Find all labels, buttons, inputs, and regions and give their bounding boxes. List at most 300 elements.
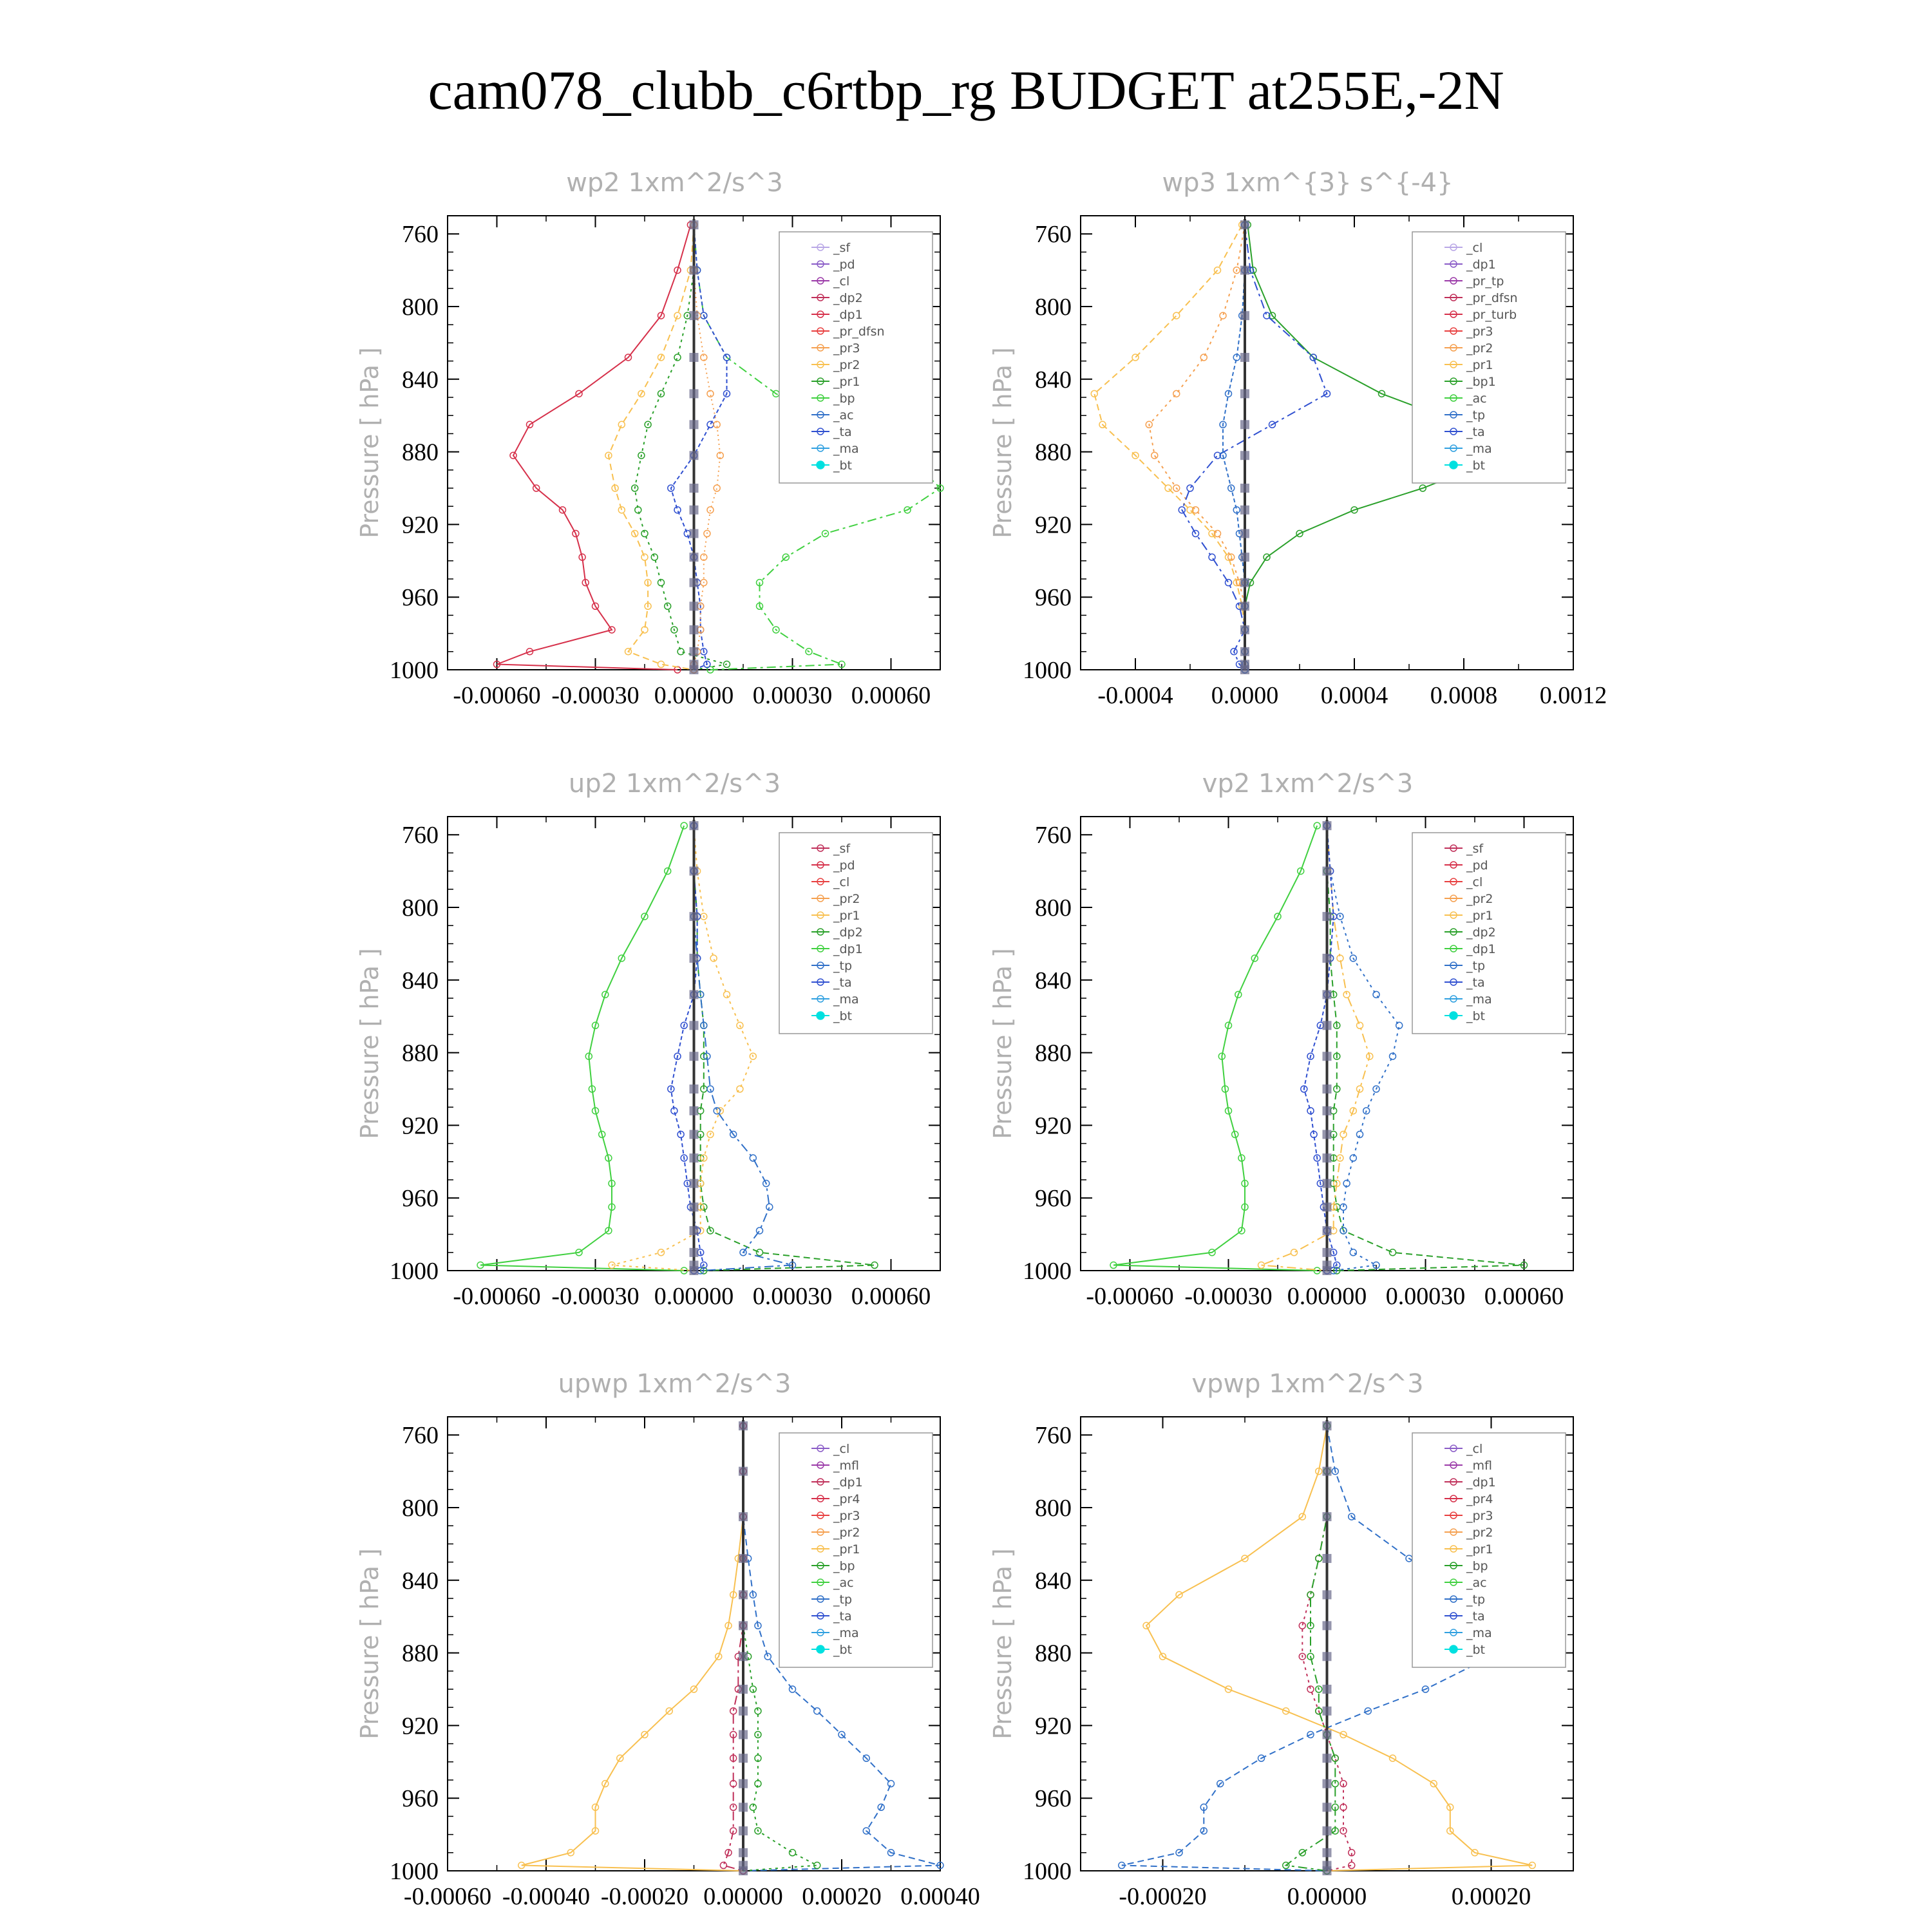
zero-marker <box>1323 1467 1332 1476</box>
data-point <box>750 1155 756 1161</box>
zero-marker <box>739 1730 748 1739</box>
data-point <box>1173 390 1180 397</box>
zero-marker <box>690 1106 699 1115</box>
data-point <box>888 1781 895 1787</box>
legend-entry: _bp <box>833 392 855 406</box>
data-point <box>1165 485 1171 491</box>
x-tick-label: -0.00060 <box>453 1283 541 1310</box>
legend-entry: _bt <box>1466 1643 1486 1657</box>
legend-entry: _pr2 <box>833 1526 860 1540</box>
data-point <box>757 1227 763 1234</box>
legend-entry: _tp <box>1466 1593 1486 1607</box>
legend-entry: _dp1 <box>1466 942 1496 956</box>
y-tick-label: 1000 <box>1023 657 1072 684</box>
y-axis-label: Pressure [ hPa ] <box>355 1548 384 1739</box>
data-point <box>707 507 714 513</box>
legend-entry: _cl <box>833 875 850 889</box>
data-point <box>641 554 648 560</box>
data-point <box>1132 354 1139 361</box>
y-tick-label: 1000 <box>390 1858 439 1885</box>
x-tick-label: 0.00060 <box>851 682 931 709</box>
x-tick-label: 0.00030 <box>1385 1283 1466 1310</box>
data-point <box>618 421 625 428</box>
y-tick-label: 840 <box>402 1567 439 1595</box>
zero-marker <box>1323 821 1332 830</box>
data-point <box>674 354 681 361</box>
y-tick-label: 960 <box>402 1185 439 1213</box>
zero-marker <box>1240 647 1249 656</box>
legend-entry: _pr2 <box>1466 892 1493 906</box>
legend-entry: _cl <box>833 274 850 289</box>
legend-marker <box>1450 461 1457 469</box>
zero-marker <box>1240 220 1249 229</box>
y-tick-label: 760 <box>1035 1422 1072 1450</box>
legend-entry: _sf <box>833 842 851 856</box>
legend-entry: _pd <box>833 858 855 873</box>
zero-marker <box>1323 1554 1332 1563</box>
legend-entry: _pr3 <box>833 1509 860 1523</box>
y-tick-label: 880 <box>402 1039 439 1067</box>
y-axis-label: Pressure [ hPa ] <box>355 948 384 1139</box>
data-point <box>814 1708 820 1714</box>
legend-marker <box>817 1012 824 1019</box>
series-line-dp1 <box>480 826 684 1271</box>
zero-marker <box>690 1248 699 1257</box>
zero-marker <box>1240 266 1249 275</box>
x-tick-label: -0.00030 <box>551 1283 639 1310</box>
legend-entry: _dp2 <box>833 925 863 940</box>
x-tick-label: 0.00000 <box>654 682 734 709</box>
series-line-pr2 <box>609 225 694 670</box>
legend-entry: _pr_dfsn <box>1466 291 1518 305</box>
legend-entry: _pr1 <box>833 909 860 923</box>
y-tick-label: 760 <box>402 221 439 249</box>
y-tick-label: 800 <box>402 294 439 321</box>
y-tick-label: 840 <box>1035 1567 1072 1595</box>
zero-marker <box>690 1226 699 1235</box>
x-tick-label: 0.0008 <box>1430 682 1498 709</box>
y-tick-label: 760 <box>402 822 439 849</box>
legend-entry: _tp <box>833 1593 853 1607</box>
legend-entry: _dp1 <box>1466 1475 1496 1490</box>
zero-marker <box>1323 1153 1332 1162</box>
chart-panel-3 <box>989 769 1573 1310</box>
data-point <box>1187 485 1193 491</box>
zero-marker <box>690 389 699 398</box>
legend-entry: _bt <box>1466 459 1486 473</box>
zero-marker <box>690 1153 699 1162</box>
x-tick-label: -0.00030 <box>551 682 639 709</box>
data-point <box>737 1086 743 1092</box>
y-axis-label: Pressure [ hPa ] <box>989 1548 1017 1739</box>
legend-entry: _pr1 <box>1466 909 1493 923</box>
data-point <box>1373 991 1379 998</box>
zero-marker <box>1323 1707 1332 1716</box>
chart-panel-5 <box>989 1369 1573 1910</box>
x-tick-label: 0.00000 <box>1287 1883 1367 1910</box>
y-tick-label: 880 <box>402 1640 439 1667</box>
panel-title: vp2 1xm^2/s^3 <box>1202 769 1414 799</box>
x-tick-label: 0.00000 <box>1287 1283 1367 1310</box>
zero-marker <box>690 665 699 674</box>
legend-entry: _pr2 <box>1466 341 1493 355</box>
legend-entry: _ta <box>1466 425 1485 439</box>
y-tick-label: 800 <box>402 1495 439 1522</box>
y-tick-label: 760 <box>1035 221 1072 249</box>
legend-entry: _ma <box>833 442 859 456</box>
zero-marker <box>1323 1226 1332 1235</box>
data-point <box>757 1249 763 1256</box>
x-tick-label: 0.0004 <box>1320 682 1388 709</box>
zero-marker <box>1323 1084 1332 1094</box>
data-point <box>1151 452 1158 459</box>
zero-marker <box>690 266 699 275</box>
y-tick-label: 920 <box>402 1712 439 1740</box>
legend-entry: _ac <box>833 408 854 422</box>
legend-entry: _cl <box>1466 1442 1483 1456</box>
zero-marker <box>739 1826 748 1835</box>
legend-entry: _sf <box>1466 842 1484 856</box>
zero-marker <box>739 1652 748 1661</box>
legend-entry: _ta <box>833 1609 852 1624</box>
legend-entry: _bt <box>1466 1009 1486 1023</box>
x-tick-label: 0.00000 <box>703 1883 783 1910</box>
zero-marker <box>1323 1052 1332 1061</box>
zero-marker <box>1240 665 1249 674</box>
y-tick-label: 840 <box>1035 366 1072 393</box>
zero-marker <box>1323 1590 1332 1599</box>
legend-entry: _ma <box>833 1626 859 1640</box>
data-point <box>651 554 658 560</box>
legend-entry: _ta <box>833 425 852 439</box>
legend-entry: _pr1 <box>833 1542 860 1557</box>
y-axis-label: Pressure [ hPa ] <box>989 347 1017 538</box>
data-point <box>1390 1249 1396 1256</box>
x-tick-label: 0.00060 <box>851 1283 931 1310</box>
zero-marker <box>690 553 699 562</box>
y-tick-label: 960 <box>1035 1185 1072 1213</box>
zero-marker <box>739 1779 748 1788</box>
zero-marker <box>1240 484 1249 493</box>
data-point <box>1209 554 1215 560</box>
y-tick-label: 1000 <box>390 657 439 684</box>
legend-entry: _bt <box>833 1643 853 1657</box>
y-tick-label: 840 <box>1035 967 1072 994</box>
legend-entry: _ma <box>1466 442 1492 456</box>
legend-entry: _bt <box>833 1009 853 1023</box>
legend-marker <box>817 1645 824 1653</box>
zero-marker <box>690 506 699 515</box>
zero-marker <box>1323 1621 1332 1630</box>
y-tick-label: 800 <box>1035 1495 1072 1522</box>
legend-entry: _pr2 <box>833 358 860 372</box>
legend-entry: _tp <box>1466 408 1486 422</box>
x-tick-label: 0.00000 <box>654 1283 734 1310</box>
y-tick-label: 800 <box>1035 294 1072 321</box>
legend-entry: _cl <box>1466 241 1483 255</box>
data-point <box>714 485 720 491</box>
x-tick-label: -0.00060 <box>1086 1283 1174 1310</box>
data-point <box>790 1850 796 1856</box>
y-tick-label: 840 <box>402 967 439 994</box>
x-tick-label: 0.0000 <box>1211 682 1279 709</box>
x-tick-label: 0.0012 <box>1539 682 1607 709</box>
x-tick-label: 0.00020 <box>1451 1883 1531 1910</box>
panel-title: vpwp 1xm^2/s^3 <box>1191 1369 1424 1399</box>
zero-marker <box>1323 954 1332 963</box>
panel-title: upwp 1xm^2/s^3 <box>558 1369 791 1399</box>
y-tick-label: 800 <box>402 895 439 922</box>
legend-marker <box>1450 1012 1457 1019</box>
data-point <box>707 421 714 428</box>
zero-marker <box>690 578 699 587</box>
zero-marker <box>1323 1421 1332 1430</box>
y-tick-label: 880 <box>1035 1640 1072 1667</box>
legend-entry: _ma <box>1466 1626 1492 1640</box>
y-tick-label: 920 <box>1035 1712 1072 1740</box>
legend-entry: _pd <box>1466 858 1488 873</box>
zero-marker <box>690 601 699 611</box>
data-point <box>724 991 730 998</box>
x-tick-label: -0.00020 <box>1119 1883 1207 1910</box>
y-tick-label: 760 <box>402 1422 439 1450</box>
legend-entry: _ac <box>1466 1576 1487 1590</box>
legend-entry: _dp1 <box>1466 258 1496 272</box>
y-axis-label: Pressure [ hPa ] <box>989 948 1017 1139</box>
panel-title: up2 1xm^2/s^3 <box>568 769 781 799</box>
series-line-pr1 <box>1094 225 1245 670</box>
zero-marker <box>690 311 699 320</box>
data-point <box>1332 1755 1338 1761</box>
legend-entry: _pr_tp <box>1466 274 1504 289</box>
zero-marker <box>739 1803 748 1812</box>
zero-marker <box>1240 506 1249 515</box>
zero-marker <box>690 821 699 830</box>
series-line-pr1 <box>612 826 753 1271</box>
legend-entry: _bt <box>833 459 853 473</box>
zero-marker <box>1323 1803 1332 1812</box>
legend-entry: _cl <box>833 1442 850 1456</box>
zero-marker <box>690 625 699 634</box>
x-tick-label: 0.00060 <box>1484 1283 1564 1310</box>
legend-entry: _pr3 <box>1466 1509 1493 1523</box>
page-title: cam078_clubb_c6rtbp_rg BUDGET at255E,-2N <box>428 59 1504 121</box>
y-tick-label: 1000 <box>1023 1858 1072 1885</box>
zero-marker <box>690 451 699 460</box>
legend-entry: _tp <box>1466 959 1486 973</box>
zero-marker <box>1323 1266 1332 1275</box>
data-point <box>766 1204 773 1210</box>
chart-panel-1 <box>989 168 1607 709</box>
zero-marker <box>739 1554 748 1563</box>
chart-panel-4 <box>355 1369 980 1910</box>
x-tick-label: 0.00040 <box>900 1883 980 1910</box>
zero-marker <box>1240 578 1249 587</box>
data-point <box>764 1653 771 1660</box>
data-point <box>1357 1022 1363 1028</box>
zero-marker <box>739 1421 748 1430</box>
y-tick-label: 760 <box>1035 822 1072 849</box>
zero-marker <box>690 529 699 538</box>
zero-marker <box>1323 1652 1332 1661</box>
y-tick-label: 880 <box>1035 439 1072 466</box>
data-point <box>1226 580 1232 586</box>
zero-marker <box>690 647 699 656</box>
zero-marker <box>739 1707 748 1716</box>
zero-marker <box>690 1084 699 1094</box>
data-point <box>1350 1249 1356 1256</box>
legend-entry: _ta <box>1466 1609 1485 1624</box>
zero-marker <box>739 1467 748 1476</box>
zero-marker <box>1323 1179 1332 1188</box>
x-tick-label: -0.00060 <box>453 682 541 709</box>
zero-marker <box>1240 601 1249 611</box>
zero-marker <box>690 912 699 921</box>
x-tick-label: -0.0004 <box>1097 682 1173 709</box>
zero-marker <box>690 420 699 429</box>
data-point <box>1173 312 1180 319</box>
zero-marker <box>1323 1512 1332 1521</box>
zero-marker <box>1323 1021 1332 1030</box>
legend-entry: _pr3 <box>1466 325 1493 339</box>
zero-marker <box>1240 625 1249 634</box>
zero-marker <box>739 1685 748 1694</box>
zero-marker <box>690 867 699 876</box>
legend-entry: _dp1 <box>833 308 863 322</box>
zero-marker <box>1323 1848 1332 1857</box>
legend-entry: _pr1 <box>833 375 860 389</box>
legend-entry: _pr3 <box>833 341 860 355</box>
legend-entry: _bp1 <box>1466 375 1496 389</box>
panel-title: wp3 1xm^{3} s^{-4} <box>1162 168 1454 198</box>
zero-marker <box>690 1266 699 1275</box>
y-tick-label: 920 <box>1035 1112 1072 1140</box>
panel-title: wp2 1xm^2/s^3 <box>566 168 783 198</box>
legend-entry: _ta <box>833 976 852 990</box>
zero-marker <box>690 1130 699 1139</box>
zero-marker <box>1323 1106 1332 1115</box>
zero-marker <box>1323 990 1332 999</box>
zero-marker <box>1240 529 1249 538</box>
zero-marker <box>739 1590 748 1599</box>
y-axis-label: Pressure [ hPa ] <box>355 347 384 538</box>
legend-entry: _pd <box>833 258 855 272</box>
legend-entry: _mfl <box>1466 1459 1492 1473</box>
zero-marker <box>1323 1130 1332 1139</box>
data-point <box>1220 312 1226 319</box>
zero-marker <box>1240 389 1249 398</box>
zero-marker <box>1323 1685 1332 1694</box>
y-tick-label: 920 <box>402 511 439 539</box>
zero-marker <box>739 1621 748 1630</box>
zero-marker <box>690 1021 699 1030</box>
y-tick-label: 960 <box>402 584 439 612</box>
legend-entry: _tp <box>833 959 853 973</box>
zero-marker <box>739 1866 748 1875</box>
data-point <box>710 955 717 961</box>
zero-marker <box>1240 420 1249 429</box>
y-tick-label: 960 <box>1035 584 1072 612</box>
legend-marker <box>817 461 824 469</box>
data-point <box>1357 1086 1363 1092</box>
zero-marker <box>1240 451 1249 460</box>
x-tick-label: 0.00030 <box>752 682 833 709</box>
legend-entry: _dp2 <box>1466 925 1496 940</box>
series-line-pr2 <box>1149 225 1245 670</box>
zero-marker <box>1323 1202 1332 1211</box>
y-tick-label: 880 <box>402 439 439 466</box>
legend-marker <box>1450 1645 1457 1653</box>
legend-entry: _pr4 <box>833 1492 860 1506</box>
legend-entry: _pr2 <box>1466 1526 1493 1540</box>
y-tick-label: 920 <box>402 1112 439 1140</box>
x-tick-label: -0.00030 <box>1184 1283 1273 1310</box>
legend-entry: _pr1 <box>1466 1542 1493 1557</box>
legend-entry: _pr2 <box>833 892 860 906</box>
zero-marker <box>1323 1866 1332 1875</box>
zero-marker <box>690 1202 699 1211</box>
zero-marker <box>739 1848 748 1857</box>
y-tick-label: 920 <box>1035 511 1072 539</box>
zero-marker <box>690 484 699 493</box>
zero-marker <box>739 1512 748 1521</box>
x-tick-label: 0.00030 <box>752 1283 833 1310</box>
series-line-tp <box>694 826 793 1271</box>
legend-entry: _ma <box>1466 992 1492 1007</box>
x-tick-label: -0.00020 <box>600 1883 689 1910</box>
chart-panel-2 <box>355 769 940 1310</box>
x-tick-label: -0.00040 <box>502 1883 591 1910</box>
data-point <box>1200 354 1207 361</box>
legend-entry: _dp2 <box>833 291 863 305</box>
legend-entry: _ma <box>833 992 859 1007</box>
series-line-ta <box>1182 225 1327 670</box>
zero-marker <box>1240 553 1249 562</box>
legend-entry: _ta <box>1466 976 1485 990</box>
zero-marker <box>690 954 699 963</box>
legend-entry: _sf <box>833 241 851 255</box>
legend-entry: _cl <box>1466 875 1483 889</box>
y-tick-label: 960 <box>402 1785 439 1813</box>
y-tick-label: 800 <box>1035 895 1072 922</box>
zero-marker <box>1323 1754 1332 1763</box>
y-tick-label: 1000 <box>1023 1258 1072 1285</box>
x-tick-label: 0.00020 <box>802 1883 882 1910</box>
zero-marker <box>1240 311 1249 320</box>
zero-marker <box>690 1052 699 1061</box>
data-point <box>720 1862 726 1869</box>
legend-entry: _bp <box>833 1559 855 1573</box>
y-tick-label: 1000 <box>390 1258 439 1285</box>
zero-marker <box>1323 867 1332 876</box>
data-point <box>1291 1249 1298 1256</box>
legend-entry: _pr_dfsn <box>833 325 885 339</box>
series-line-pr1 <box>1262 826 1370 1271</box>
zero-marker <box>690 990 699 999</box>
zero-marker <box>1323 1730 1332 1739</box>
series-line-dp1 <box>1113 826 1317 1271</box>
legend-entry: _dp1 <box>833 942 863 956</box>
zero-marker <box>1323 912 1332 921</box>
series-line-pr1 <box>522 1426 743 1871</box>
zero-marker <box>1323 1248 1332 1257</box>
legend-entry: _ac <box>1466 392 1487 406</box>
chart-panel-0 <box>355 168 943 709</box>
zero-marker <box>690 1179 699 1188</box>
zero-marker <box>1323 1826 1332 1835</box>
data-point <box>1340 1132 1347 1138</box>
y-tick-label: 960 <box>1035 1785 1072 1813</box>
